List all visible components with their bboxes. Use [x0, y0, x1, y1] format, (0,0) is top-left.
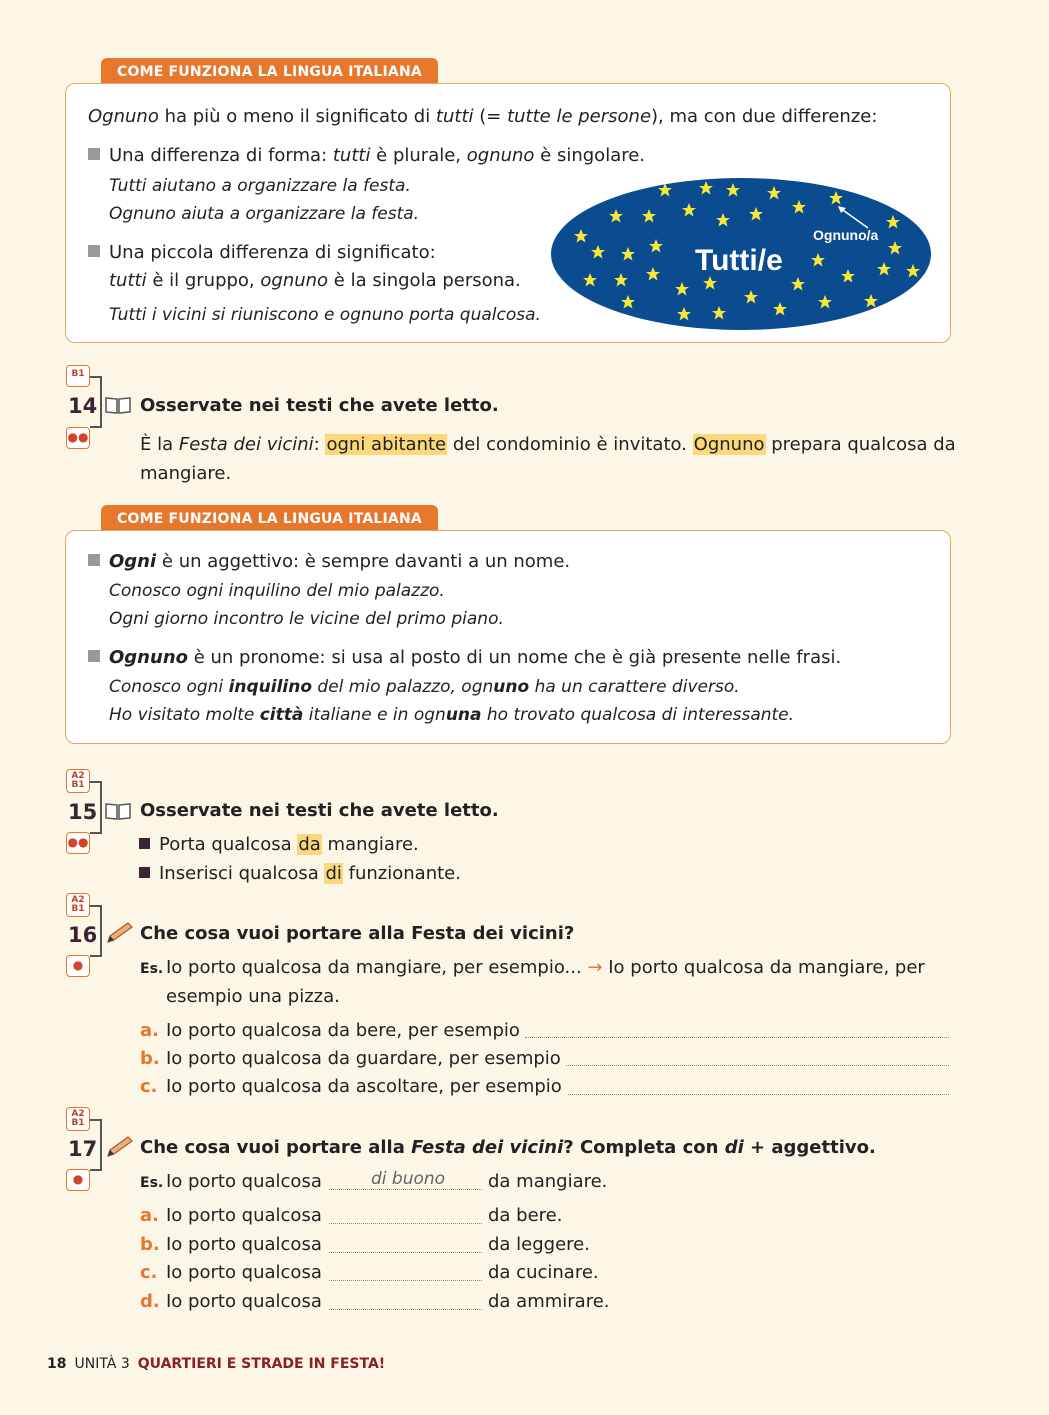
level-badge: B1 [66, 365, 90, 387]
box2-example-2: Ogni giorno incontro le vicine del primo piano. [109, 609, 504, 629]
ex17-item-d [140, 1290, 322, 1314]
highlight: da [298, 834, 321, 855]
t: Io porto qualcosa [166, 1171, 322, 1192]
ex17-item-d-end: da ammirare. [488, 1291, 610, 1312]
ex16-example-line-2: esempio una pizza. [166, 986, 340, 1007]
t: tutte le persone [507, 106, 652, 127]
t: b. [140, 1048, 160, 1069]
t: tutti [332, 145, 371, 166]
answer-line[interactable] [568, 1093, 949, 1095]
bullet-square-icon [88, 245, 100, 257]
box2-bullet-1 [88, 550, 570, 574]
group-icon: ●● [66, 427, 90, 449]
t: città [259, 705, 304, 725]
ex17-item-b-end: da leggere. [488, 1234, 590, 1255]
t: A2 [71, 895, 85, 905]
t: a. [140, 1205, 159, 1226]
t: Ho visitato molte [109, 705, 260, 725]
bullet-square-icon [88, 650, 100, 662]
box1-intro [88, 105, 877, 129]
ex17-item-a [140, 1204, 322, 1228]
bullet-square-icon [88, 148, 100, 160]
ex14-text-line-1 [140, 433, 956, 457]
stars-ellipse-illustration [548, 176, 934, 334]
t: d. [140, 1291, 160, 1312]
t: tutti [435, 106, 474, 127]
t: + aggettivo. [743, 1137, 876, 1158]
t: Es. [140, 1175, 164, 1191]
grammar-box-tab: COME FUNZIONA LA LINGUA ITALIANA [101, 505, 438, 531]
box1-bullet-2 [88, 241, 436, 265]
t: ognuno [466, 145, 535, 166]
t: è un pronome: si usa al posto di un nome che è già presente nelle frasi. [188, 647, 842, 668]
t: italiane e in ogn [303, 705, 446, 725]
t: Io porto qualcosa da guardare, per esempio [166, 1048, 561, 1069]
answer-line[interactable] [329, 1251, 482, 1253]
t: funzionante. [342, 863, 461, 884]
arrow-icon: → [587, 957, 603, 978]
ellipse-label-big: Tutti/e [695, 244, 783, 277]
t: ha più o meno il significato di [158, 106, 436, 127]
grammar-box-tab: COME FUNZIONA LA LINGUA ITALIANA [101, 58, 438, 84]
t: Ogni [109, 551, 157, 572]
exercise-number: 16 [68, 923, 98, 947]
answer-line[interactable] [329, 1308, 482, 1310]
unit-title: QUARTIERI E STRADE IN FESTA! [137, 1356, 386, 1372]
t: Una piccola differenza di significato: [109, 242, 436, 263]
t: del mio palazzo, ogn [312, 677, 494, 697]
answer-line[interactable] [329, 1222, 482, 1224]
t: Io porto qualcosa [166, 1205, 322, 1226]
highlight: ogni abitante [326, 434, 447, 455]
t: a. [140, 1020, 159, 1041]
t: ho trovato qualcosa di interessante. [481, 705, 795, 725]
page-footer [47, 1356, 385, 1372]
t: ? Completa con [563, 1137, 725, 1158]
bullet-square-icon [139, 867, 150, 878]
highlight: di [325, 863, 342, 884]
t: Io porto qualcosa da mangiare, per esempio... [166, 957, 588, 978]
t: prepara qualcosa da [765, 434, 956, 455]
exercise-number: 17 [68, 1137, 98, 1161]
book-icon [104, 395, 132, 415]
page-number: 18 [47, 1356, 67, 1372]
box1-example-2: Ognuno aiuta a organizzare la festa. [109, 204, 420, 224]
level-badge [66, 1107, 90, 1131]
t: Una differenza di forma: [109, 145, 333, 166]
box2-example-4 [109, 703, 794, 727]
t: mangiare. [321, 834, 419, 855]
t: uno [493, 677, 530, 697]
t: Inserisci qualcosa [159, 863, 325, 884]
box2-example-1: Conosco ogni inquilino del mio palazzo. [109, 581, 445, 601]
ex16-example-line-1 [140, 956, 925, 981]
box1-bullet-1 [88, 144, 645, 168]
t: Io porto qualcosa da mangiare, per [602, 957, 925, 978]
t: di [724, 1137, 744, 1158]
ex16-item-b [140, 1047, 561, 1071]
box1-example-3: Tutti i vicini si riuniscono e ognuno porta qualcosa. [109, 305, 541, 325]
ellipse-label-small: Ognuno/a [813, 227, 879, 243]
t: Conosco ogni [109, 677, 229, 697]
answer-line[interactable] [566, 1064, 949, 1066]
t: (= [473, 106, 508, 127]
t: Festa dei vicini [411, 1137, 564, 1158]
t: Ognuno [109, 647, 188, 668]
book-icon [104, 801, 132, 821]
box1-example-1: Tutti aiutano a organizzare la festa. [109, 176, 411, 196]
t: A2 [71, 771, 85, 781]
t: Che cosa vuoi portare alla [140, 1137, 412, 1158]
t: Ognuno [88, 106, 159, 127]
t: Io porto qualcosa da bere, per esempio [166, 1020, 520, 1041]
pencil-icon [104, 921, 134, 945]
t: : [313, 434, 326, 455]
t: c. [140, 1262, 158, 1283]
t: Io porto qualcosa [166, 1262, 322, 1283]
bullet-square-icon [88, 554, 100, 566]
ex15-item-2 [139, 862, 461, 886]
group-icon: ●● [66, 832, 90, 854]
pencil-icon [104, 1135, 134, 1159]
ex17-item-c [140, 1261, 322, 1285]
ex15-item-1 [139, 833, 419, 857]
t: c. [140, 1076, 158, 1097]
t: tutti [109, 270, 147, 291]
t: Porta qualcosa [159, 834, 298, 855]
t: B1 [71, 780, 85, 790]
t: Io porto qualcosa [166, 1234, 322, 1255]
t: ognuno [260, 270, 329, 291]
t: A2 [71, 1109, 85, 1119]
t: del condominio è invitato. [447, 434, 693, 455]
exercise-title [140, 1137, 876, 1158]
t: ), ma con due differenze: [651, 106, 878, 127]
ex17-example-end: da mangiare. [488, 1171, 608, 1192]
ex16-item-a [140, 1019, 520, 1043]
exercise-title: Che cosa vuoi portare alla Festa dei vicini? [140, 923, 575, 944]
level-badge [66, 769, 90, 793]
unit-label: UNITÀ 3 [74, 1356, 130, 1372]
t: inquilino [228, 677, 313, 697]
t: è singolare. [534, 145, 646, 166]
t: Festa dei vicini [178, 434, 314, 455]
level-badge [66, 893, 90, 917]
t: Es. [140, 961, 164, 977]
single-person-icon: ● [66, 955, 90, 977]
t: Io porto qualcosa da ascoltare, per esempio [166, 1076, 562, 1097]
exercise-title: Osservate nei testi che avete letto. [140, 800, 499, 821]
ex14-text-line-2: mangiare. [140, 463, 232, 484]
box2-bullet-2 [88, 646, 841, 670]
t: è il gruppo, [146, 270, 261, 291]
ex17-item-c-end: da cucinare. [488, 1262, 599, 1283]
answer-line[interactable] [525, 1036, 949, 1038]
exercise-number: 14 [68, 394, 98, 418]
t: b. [140, 1234, 160, 1255]
t: è la singola persona. [328, 270, 521, 291]
ex17-item-b [140, 1233, 322, 1257]
single-person-icon: ● [66, 1169, 90, 1191]
box2-example-3 [109, 675, 740, 699]
t: è un aggettivo: è sempre davanti a un nome. [156, 551, 571, 572]
exercise-title: Osservate nei testi che avete letto. [140, 395, 499, 416]
bullet-square-icon [139, 838, 150, 849]
ex17-item-a-end: da bere. [488, 1205, 563, 1226]
t: B1 [71, 904, 85, 914]
t: È la [140, 434, 179, 455]
answer-line[interactable] [329, 1279, 482, 1281]
t: Io porto qualcosa [166, 1291, 322, 1312]
example-answer: di buono [371, 1169, 446, 1189]
highlight: Ognuno [693, 434, 765, 455]
t: è plurale, [370, 145, 467, 166]
exercise-number: 15 [68, 800, 98, 824]
t: una [445, 705, 482, 725]
ex17-example [140, 1170, 322, 1195]
box1-bullet-2-sub [109, 269, 521, 293]
t: B1 [71, 1118, 85, 1128]
t: ha un carattere diverso. [529, 677, 740, 697]
ex16-item-c [140, 1075, 562, 1099]
